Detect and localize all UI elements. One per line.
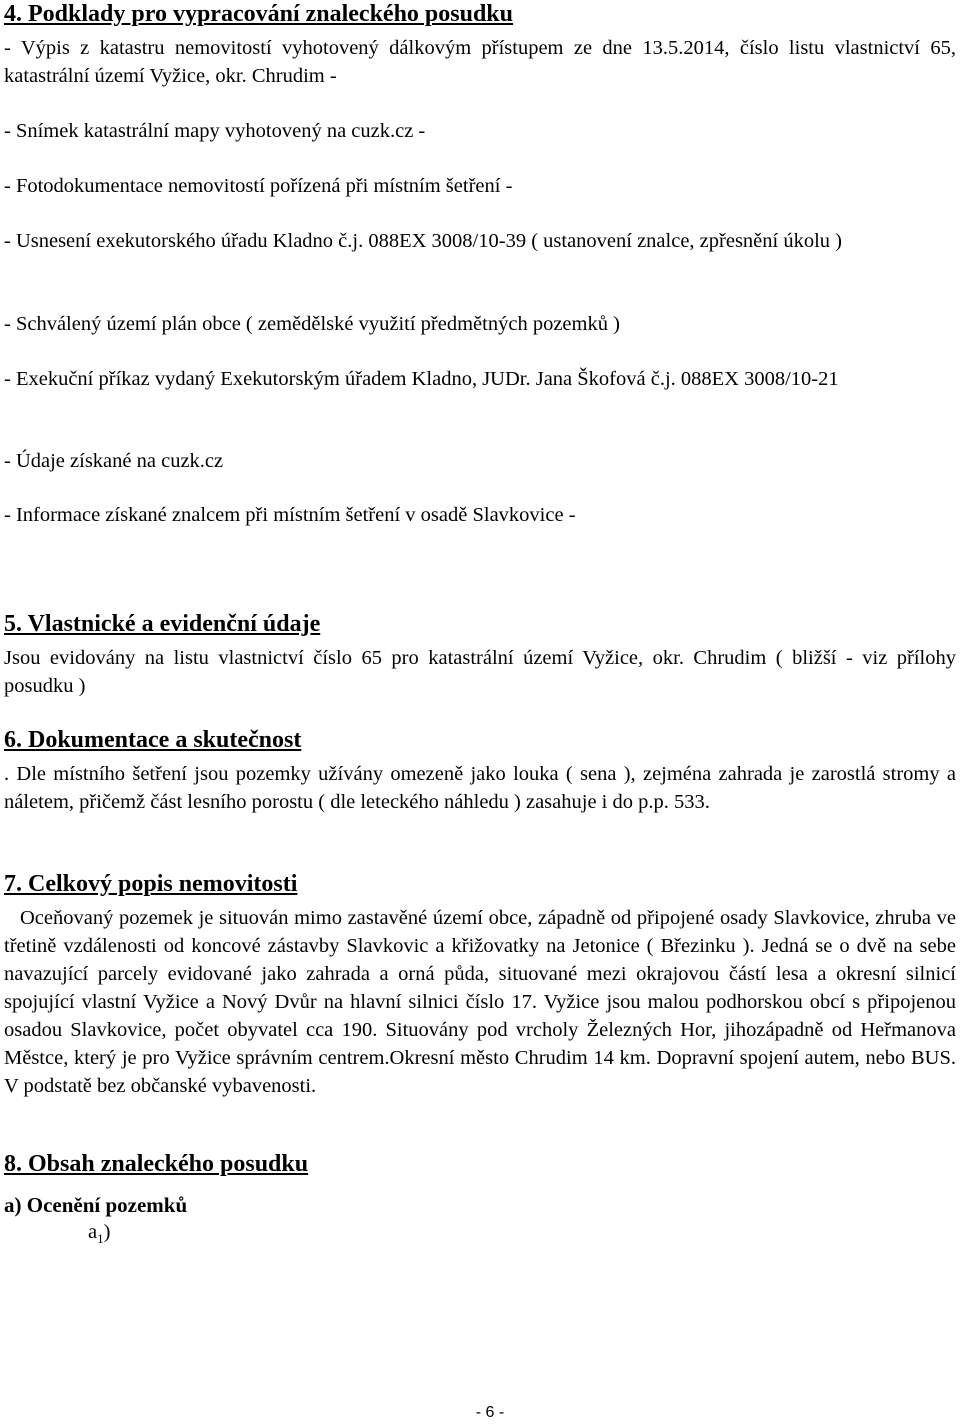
section-7-text: Oceňovaný pozemek je situován mimo zastavěné území obce, západně od připojené osady Slavkovice, zhruba ve třetině vzdálenosti od koncové zástavby Slavkovic a křižovatky na Jetonice ( Březinku ). Jedná se o dvě na sebe navazující parcely evidované jako zahrada a orná půda, situované mezi okrajovou částí lesa a okresní silnicí spojující vlastní Vyžice a Nový Dvůr na hlavní silnici číslo 17. Vyžice jsou malou podhorskou obcí s připojenou osadou Slavkovice, počet obyvatel cca 190. Situovány pod vrcholy Železných Hor, jihozápadně od Heřmanova Městce, který je pro Vyžice správním centrem.Okresní město Chrudim 14 km. Dopravní spojení autem, nebo BUS. V podstatě bez občanské vybavenosti. [4, 907, 956, 1097]
section-6-heading: 6. Dokumentace a skutečnost [4, 727, 302, 753]
section-8-item-a1 [88, 1218, 288, 1246]
source-item-cadastral-map: - Snímek katastrální mapy vyhotovený na cuzk.cz - [4, 120, 426, 142]
source-item-land-plan: - Schválený území plán obce ( zemědělské využití předmětných pozemků ) [4, 313, 620, 335]
page-number: - 6 - [475, 1404, 505, 1421]
source-item-cadastre-extract: - Výpis z katastru nemovitostí vyhotovený dálkovým přístupem ze dne 13.5.2014, číslo listu vlastnictví 65, katastrální území Vyžice, okr. Chrudim - [4, 37, 956, 87]
item-a1-close: ) [103, 1221, 111, 1243]
section-8-heading: 8. Obsah znaleckého posudku [4, 1151, 309, 1177]
section-5-heading: 5. Vlastnické a evidenční údaje [4, 611, 321, 637]
source-item-execution-order: - Exekuční příkaz vydaný Exekutorským úřadem Kladno, JUDr. Jana Škofová č.j. 088EX 3008/10-21 [4, 368, 839, 390]
source-item-onsite-info: - Informace získané znalcem při místním šetření v osadě Slavkovice - [4, 504, 576, 526]
source-item-photo-documentation: - Fotodokumentace nemovitostí pořízená při místním šetření - [4, 175, 513, 197]
item-a1-subscript: 1 [97, 1231, 104, 1247]
source-item-resolution: - Usnesení exekutorského úřadu Kladno č.j. 088EX 3008/10-39 ( ustanovení znalce, zpřesnění úkolu ) [4, 230, 842, 252]
section-8-subheading-a: a) Ocenění pozemků [4, 1193, 188, 1217]
section-6-text: . Dle místního šetření jsou pozemky užívány omezeně jako louka ( sena ), zejména zahrada je zarostlá stromy a náletem, přičemž část lesního porostu ( dle leteckého náhledu ) zasahuje i do p.p. 533. [4, 763, 956, 813]
item-a1-base: a [88, 1221, 98, 1243]
section-5-text: Jsou evidovány na listu vlastnictví číslo 65 pro katastrální území Vyžice, okr. Chrudim ( bližší - viz přílohy posudku ) [4, 647, 956, 697]
section-7-heading: 7. Celkový popis nemovitosti [4, 871, 298, 897]
source-item-cuzk-data: - Údaje získané na cuzk.cz [4, 450, 224, 472]
section-4-heading: 4. Podklady pro vypracování znaleckého posudku [4, 1, 514, 27]
